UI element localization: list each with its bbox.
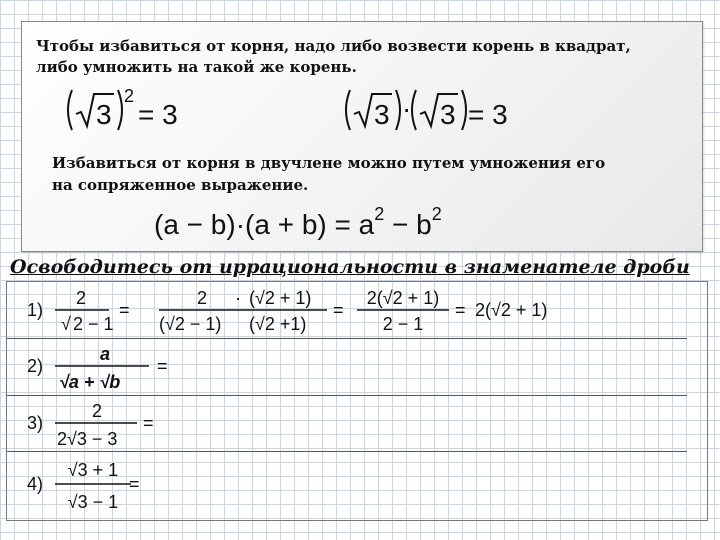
formula3-exp2: 2 <box>431 204 442 224</box>
example-1-eq1: = <box>119 300 130 320</box>
example-1-step2-dot: · <box>235 288 241 308</box>
example-3-num: 2 <box>91 401 103 421</box>
example-3-label: 3) <box>27 413 44 433</box>
formula1-rhs: = 3 <box>138 99 178 130</box>
example-2-num: a <box>99 344 111 364</box>
formula1-exponent: 2 <box>124 86 135 106</box>
example-4-num: √3 + 1 <box>67 460 119 480</box>
example-4-label: 4) <box>27 474 44 494</box>
example-3 <box>27 397 247 451</box>
example-1-step2-den-b: (√2 +1) <box>249 314 307 334</box>
task-title: Освободитесь от иррациональности в знаменателе дроби <box>10 256 690 278</box>
formula-square-root-squared <box>62 82 202 138</box>
separator-line <box>7 451 687 452</box>
example-2-eq: = <box>157 356 168 376</box>
example-2 <box>27 340 247 394</box>
separator-line <box>7 395 687 396</box>
theory-panel <box>21 21 703 252</box>
example-1-step2-num-b: (√2 + 1) <box>249 288 312 308</box>
examples-box <box>6 281 708 521</box>
example-1-label: 1) <box>27 300 44 320</box>
svg-text:(a − b)·(a + b) = a2 − b2 <box>154 204 442 240</box>
example-4-den: √3 − 1 <box>67 492 119 512</box>
formula1-radicand: 3 <box>96 99 112 130</box>
example-2-den: √a + √b <box>59 372 121 392</box>
example-1-step2-num: 2 <box>196 288 208 308</box>
example-1-step3-num: 2(√2 + 1) <box>366 288 440 308</box>
example-3-den: 2√3 − 3 <box>57 429 118 449</box>
example-3-eq: = <box>143 413 154 433</box>
formula2-radicand-left: 3 <box>374 99 390 130</box>
example-1-den-root: √ <box>61 314 71 334</box>
theory-paragraph-conjugate: Избавиться от корня в двучлене можно путем умножения его на сопряженное выражение. <box>52 154 606 194</box>
formula-difference-of-squares <box>154 198 444 246</box>
example-2-label: 2) <box>27 356 44 376</box>
example-1-result: 2(√2 + 1) <box>475 300 548 320</box>
formula3-main: (a − b)·(a + b) = a <box>154 209 375 240</box>
example-1-eq3: = <box>455 300 466 320</box>
example-1-den: 2 − 1 <box>73 314 114 334</box>
formula2-radicand-right: 3 <box>440 99 456 130</box>
example-1-eq2: = <box>333 300 344 320</box>
example-4 <box>27 454 247 514</box>
formula2-dot: · <box>402 93 412 124</box>
example-1 <box>27 282 587 338</box>
formula-root-times-root <box>340 82 508 138</box>
theory-paragraph-roots: Чтобы избавиться от корня, надо либо возвести корень в квадрат, либо умножить на такой же корень. <box>36 37 631 76</box>
formula3-exp1: 2 <box>374 204 385 224</box>
example-4-eq: = <box>129 474 140 494</box>
example-1-step2-den-a: (√2 − 1) <box>159 314 222 334</box>
separator-line <box>7 338 687 339</box>
formula2-rhs: = 3 <box>468 99 508 130</box>
example-1-num: 2 <box>75 288 87 308</box>
formula3-minus-b: − b <box>384 209 432 240</box>
example-1-step3-den: 2 − 1 <box>382 314 424 334</box>
